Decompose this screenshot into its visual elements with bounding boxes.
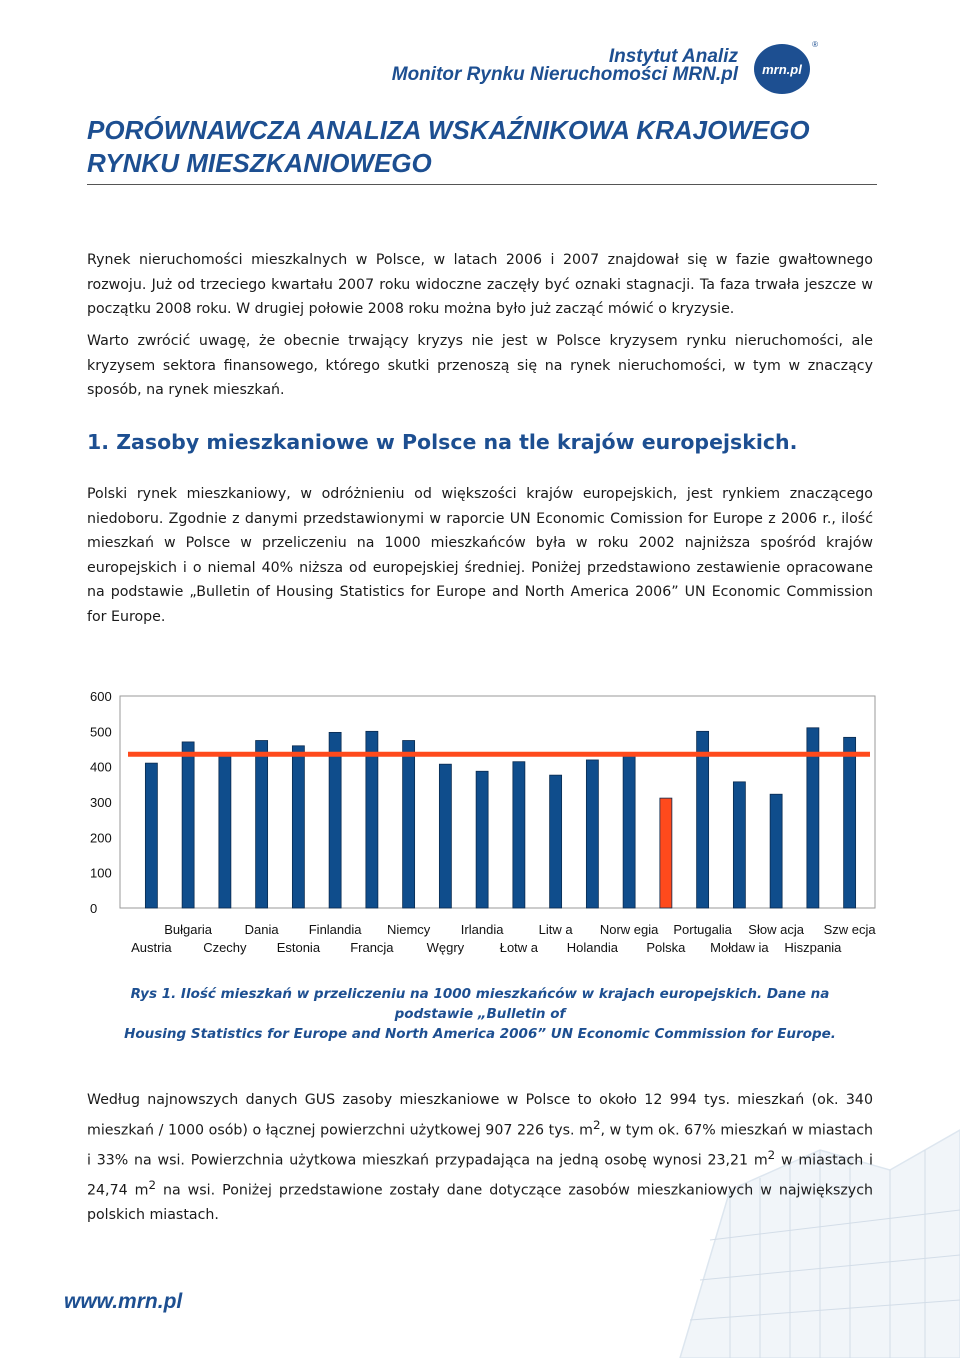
logo-line-2: Monitor Rynku Nieruchomości MRN.pl bbox=[391, 64, 738, 85]
y-tick-label: 600 bbox=[90, 689, 112, 704]
x-tick-label: Francja bbox=[350, 940, 394, 955]
x-tick-label: Portugalia bbox=[673, 922, 732, 937]
page-title-line-2: RYNKU MIESZKANIOWEGO bbox=[87, 148, 432, 178]
logo-badge-text: mrn.pl bbox=[762, 61, 802, 77]
bar-austria bbox=[145, 763, 157, 908]
x-tick-label: Czechy bbox=[203, 940, 247, 955]
gus-text-d: na wsi. Poniżej przedstawione zostały dane dotyczące zasobów mieszkaniowych w największych polskich miastach. bbox=[87, 1182, 873, 1224]
mrn-logo-icon bbox=[754, 44, 810, 94]
bar-litwa bbox=[550, 775, 562, 908]
x-tick-label: Finlandia bbox=[308, 922, 362, 937]
x-tick-label: Polska bbox=[646, 940, 686, 955]
bar-chart bbox=[80, 680, 880, 965]
bar-słowacja bbox=[770, 794, 782, 908]
caption-line-1: Rys 1. Ilość mieszkań w przeliczeniu na 1000 mieszkańców w krajach europejskich. Dane na podstawie „Bulletin of bbox=[130, 986, 830, 1022]
bar-bułgaria bbox=[182, 742, 194, 908]
y-tick-label: 0 bbox=[90, 901, 98, 916]
bar-francja bbox=[366, 731, 378, 908]
bar-estonia bbox=[292, 746, 304, 908]
gus-text-b: , w tym ok. 67% mieszkań w miastach i 33% na wsi. Powierzchnia użytkowa mieszkań przypadająca na jedną osobę wynosi 23,21 m bbox=[87, 1122, 873, 1169]
bar-niemcy bbox=[403, 741, 415, 908]
y-tick-label: 300 bbox=[90, 795, 112, 810]
page-title-line-1: PORÓWNAWCZA ANALIZA WSKAŹNIKOWA KRAJOWEGO bbox=[87, 115, 810, 145]
x-tick-label: Holandia bbox=[566, 940, 619, 955]
superscript-2: 2 bbox=[592, 1117, 601, 1132]
bar-irlandia bbox=[476, 771, 488, 908]
bar-czechy bbox=[219, 756, 231, 908]
x-tick-label: Estonia bbox=[276, 940, 321, 955]
x-tick-label: Irlandia bbox=[460, 922, 504, 937]
section-heading: 1. Zasoby mieszkaniowe w Polsce na tle krajów europejskich. bbox=[87, 430, 798, 454]
x-tick-label: Niemcy bbox=[386, 922, 431, 937]
x-tick-label: Hiszpania bbox=[784, 940, 842, 955]
paragraph-gus-data bbox=[87, 1088, 873, 1228]
y-tick-label: 500 bbox=[90, 724, 112, 740]
gus-text-a: Według najnowszych danych GUS zasoby mieszkaniowe w Polsce to około 12 994 tys. mieszkań (ok. 340 mieszkań / 1000 osób) o łącznej powierzchni użytkowej 907 226 tys. m bbox=[87, 1092, 873, 1139]
bar-polska bbox=[660, 798, 672, 908]
bar-szwecja bbox=[844, 737, 856, 908]
y-tick-label: 100 bbox=[90, 865, 112, 881]
x-tick-label: Węgry bbox=[426, 940, 465, 955]
bar-portugalia bbox=[697, 731, 709, 908]
x-tick-label: Norw egia bbox=[599, 922, 659, 937]
x-tick-label: Łotw a bbox=[499, 940, 539, 955]
caption-line-2: Housing Statistics for Europe and North America 2006” UN Economic Commission for Europe. bbox=[124, 1026, 836, 1042]
bar-dania bbox=[256, 741, 268, 908]
paragraph-crisis: Warto zwrócić uwagę, że obecnie trwający kryzys nie jest w Polsce kryzysem rynku nieruchomości, ale kryzysem sektora finansowego, którego skutki przenoszą się na rynek nieruchomości, w tym w znaczący sposób, na rynek mieszkań. bbox=[87, 333, 873, 398]
logo-line-1: Instytut Analiz bbox=[608, 46, 738, 67]
paragraph-intro: Rynek nieruchomości mieszkalnych w Polsce, w latach 2006 i 2007 znajdował się w fazie gwałtownego rozwoju. Już od trzeciego kwartału 2007 roku widoczne zaczęły być oznaki stagnacji. Ta faza trwała jeszcze w początku 2008 roku. W drugiej połowie 2008 roku można było już zacząć mówić o kryzysie. bbox=[87, 252, 873, 317]
x-tick-label: Mołdaw ia bbox=[710, 940, 769, 955]
x-tick-label: Austria bbox=[131, 940, 172, 955]
header-logo bbox=[391, 40, 818, 96]
x-tick-label: Szw ecja bbox=[823, 922, 876, 937]
bar-holandia bbox=[586, 760, 598, 908]
superscript-2: 2 bbox=[148, 1177, 156, 1192]
superscript-2: 2 bbox=[767, 1147, 776, 1162]
x-tick-label: Dania bbox=[244, 922, 279, 937]
x-tick-label: Litw a bbox=[538, 922, 573, 937]
bar-mołdawia bbox=[733, 782, 745, 908]
figure-caption bbox=[90, 984, 870, 1044]
bar-norwegia bbox=[623, 754, 635, 908]
paragraph-housing-stock: Polski rynek mieszkaniowy, w odróżnieniu od większości krajów europejskich, jest rynkiem znaczącego niedoboru. Zgodnie z danymi przedstawionymi w raporcie UN Economic Comission for Europe z 2006 r., ilość mieszkań w Polsce w przeliczeniu na 1000 mieszkańców była w roku 2002 najniższa spośród krajów europejskich i o niemal 40% niższa od europejskiej średniej. Poniżej przedstawiono zestawienie opracowane na podstawie „Bulletin of Housing Statistics for Europe and North America 2006” UN Economic Commission for Europe. bbox=[87, 486, 873, 625]
bar-łotwa bbox=[513, 762, 525, 908]
page-title bbox=[87, 114, 877, 185]
x-tick-label: Słow acja bbox=[748, 922, 804, 937]
y-tick-label: 400 bbox=[90, 759, 112, 775]
y-tick-label: 200 bbox=[90, 830, 112, 846]
bar-węgry bbox=[439, 764, 451, 908]
footer-url-link[interactable]: www.mrn.pl bbox=[64, 1290, 183, 1313]
registered-mark: ® bbox=[812, 40, 818, 49]
bar-finlandia bbox=[329, 732, 341, 908]
gus-text-c: w miastach i 24,74 m bbox=[87, 1152, 873, 1199]
x-tick-label: Bułgaria bbox=[164, 922, 212, 937]
plot-area-frame bbox=[120, 696, 875, 908]
